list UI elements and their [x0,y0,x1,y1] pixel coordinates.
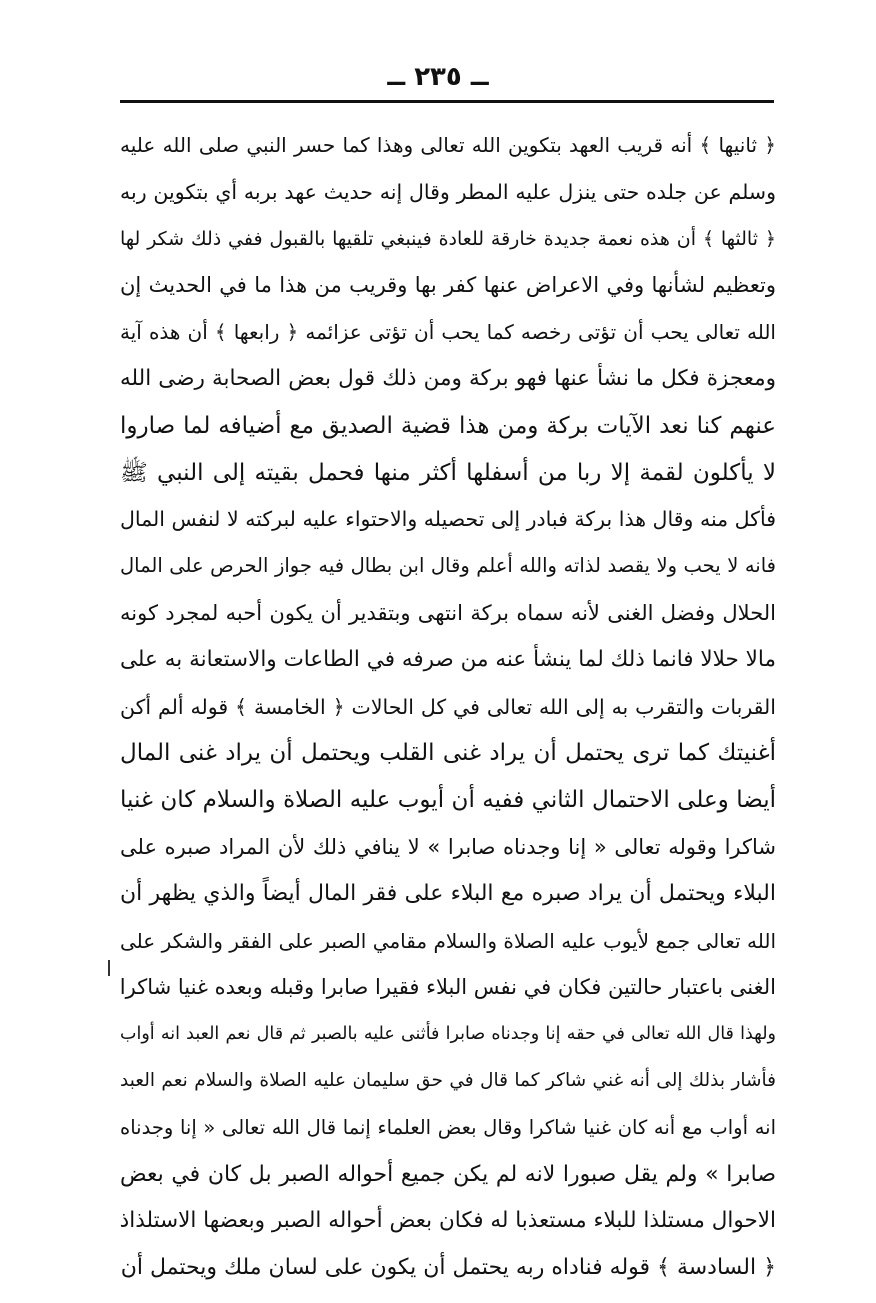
text-line: القربات والتقرب به إلى الله تعالى في كل الحالات ﴿ الخامسة ﴾ قوله ألم أكن [120,694,776,719]
text-line: فأكل منه وقال هذا بركة فبادر إلى تحصيله والاحتواء عليه لبركته لا لنفس المال [120,507,776,532]
text-line: ومعجزة فكل ما نشأ عنها فهو بركة ومن ذلك قول بعض الصحابة رضى الله [120,365,776,391]
text-line: الحلال وفضل الغنى لأنه سماه بركة انتهى وبتقدير أن يكون أحبه لمجرد كونه [120,600,776,625]
text-line: عنهم كنا نعد الآيات بركة ومن هذا قضية الصديق مع أضيافه لما صاروا [120,412,776,439]
text-line: ﴿ ثانيها ﴾ أنه قريب العهد بتكوين الله تعالى وهذا كما حسر النبي صلى الله عليه [120,133,776,157]
text-line: الغنى باعتبار حالتين فكان في نفس البلاء فقيرا صابرا وقبله وبعده غنيا شاكرا [120,975,776,1000]
header-rule [120,100,774,103]
text-line: وتعظيم لشأنها وفي الاعراض عنها كفر بها وقريب من هذا ما في الحديث إن [120,273,776,298]
text-line: البلاء ويحتمل أن يراد صبره مع البلاء على فقر المال أيضاً والذي يظهر أن [120,880,776,906]
text-line: الله تعالى جمع لأيوب عليه الصلاة والسلام مقامي الصبر على الفقر والشكر على [120,928,776,953]
text-line: ولهذا قال الله تعالى في حقه إنا وجدناه صابرا فأثنى عليه بالصبر ثم قال نعم العبد انه أواب [120,1024,776,1045]
text-line: شاكرا وقوله تعالى « إنا وجدناه صابرا » لا ينافي ذلك لأن المراد صبره على [120,834,776,859]
body-text [120,122,776,1292]
text-line: الاحوال مستلذا للبلاء مستعذبا له فكان بعض أحواله الصبر وبعضها الاستلذاذ [120,1208,776,1234]
text-line: أغنيتك كما ترى يحتمل أن يراد غنى القلب ويحتمل أن يراد غنى المال [120,740,776,767]
text-line: الله تعالى يحب أن تؤتى رخصه كما يحب أن تؤتى عزائمه ﴿ رابعها ﴾ أن هذه آية [120,320,776,345]
text-line: أيضا وعلى الاحتمال الثاني ففيه أن أيوب عليه الصلاة والسلام كان غنيا [120,787,776,814]
text-line: فانه لا يحب ولا يقصد لذاته والله أعلم وقال ابن بطال فيه جواز الحرص على المال [120,554,776,578]
text-line: فأشار بذلك إلى أنه غني شاكر كما قال في حق سليمان عليه الصلاة والسلام نعم العبد [120,1069,776,1091]
text-line: مالا حلالا فانما ذلك لما ينشأ عنه من صرفه في الطاعات والاستعانة به على [120,646,776,672]
margin-mark [108,960,110,976]
text-line: ﴿ السادسة ﴾ قوله فناداه ربه يحتمل أن يكون على لسان ملك ويحتمل أن [120,1255,776,1281]
text-line: وسلم عن جلده حتى ينزل عليه المطر وقال إنه حديث عهد بربه أي بتكوين ربه [120,179,776,204]
text-line: لا يأكلون لقمة إلا ربا من أسفلها أكثر منها فحمل بقيته إلى النبي ﷺ [120,459,776,486]
text-line: ﴿ ثالثها ﴾ أن هذه نعمة جديدة خارقة للعادة فينبغي تلقيها بالقبول ففي ذلك شكر لها [120,227,776,250]
page-number: ــ ٢٣٥ ــ [387,62,489,92]
text-line: انه أواب مع أنه كان غنيا شاكرا وقال بعض العلماء إنما قال الله تعالى « إنا وجدناه [120,1115,776,1139]
text-line: صابرا » ولم يقل صبورا لانه لم يكن جميع أحواله الصبر بل كان في بعض [120,1161,776,1187]
